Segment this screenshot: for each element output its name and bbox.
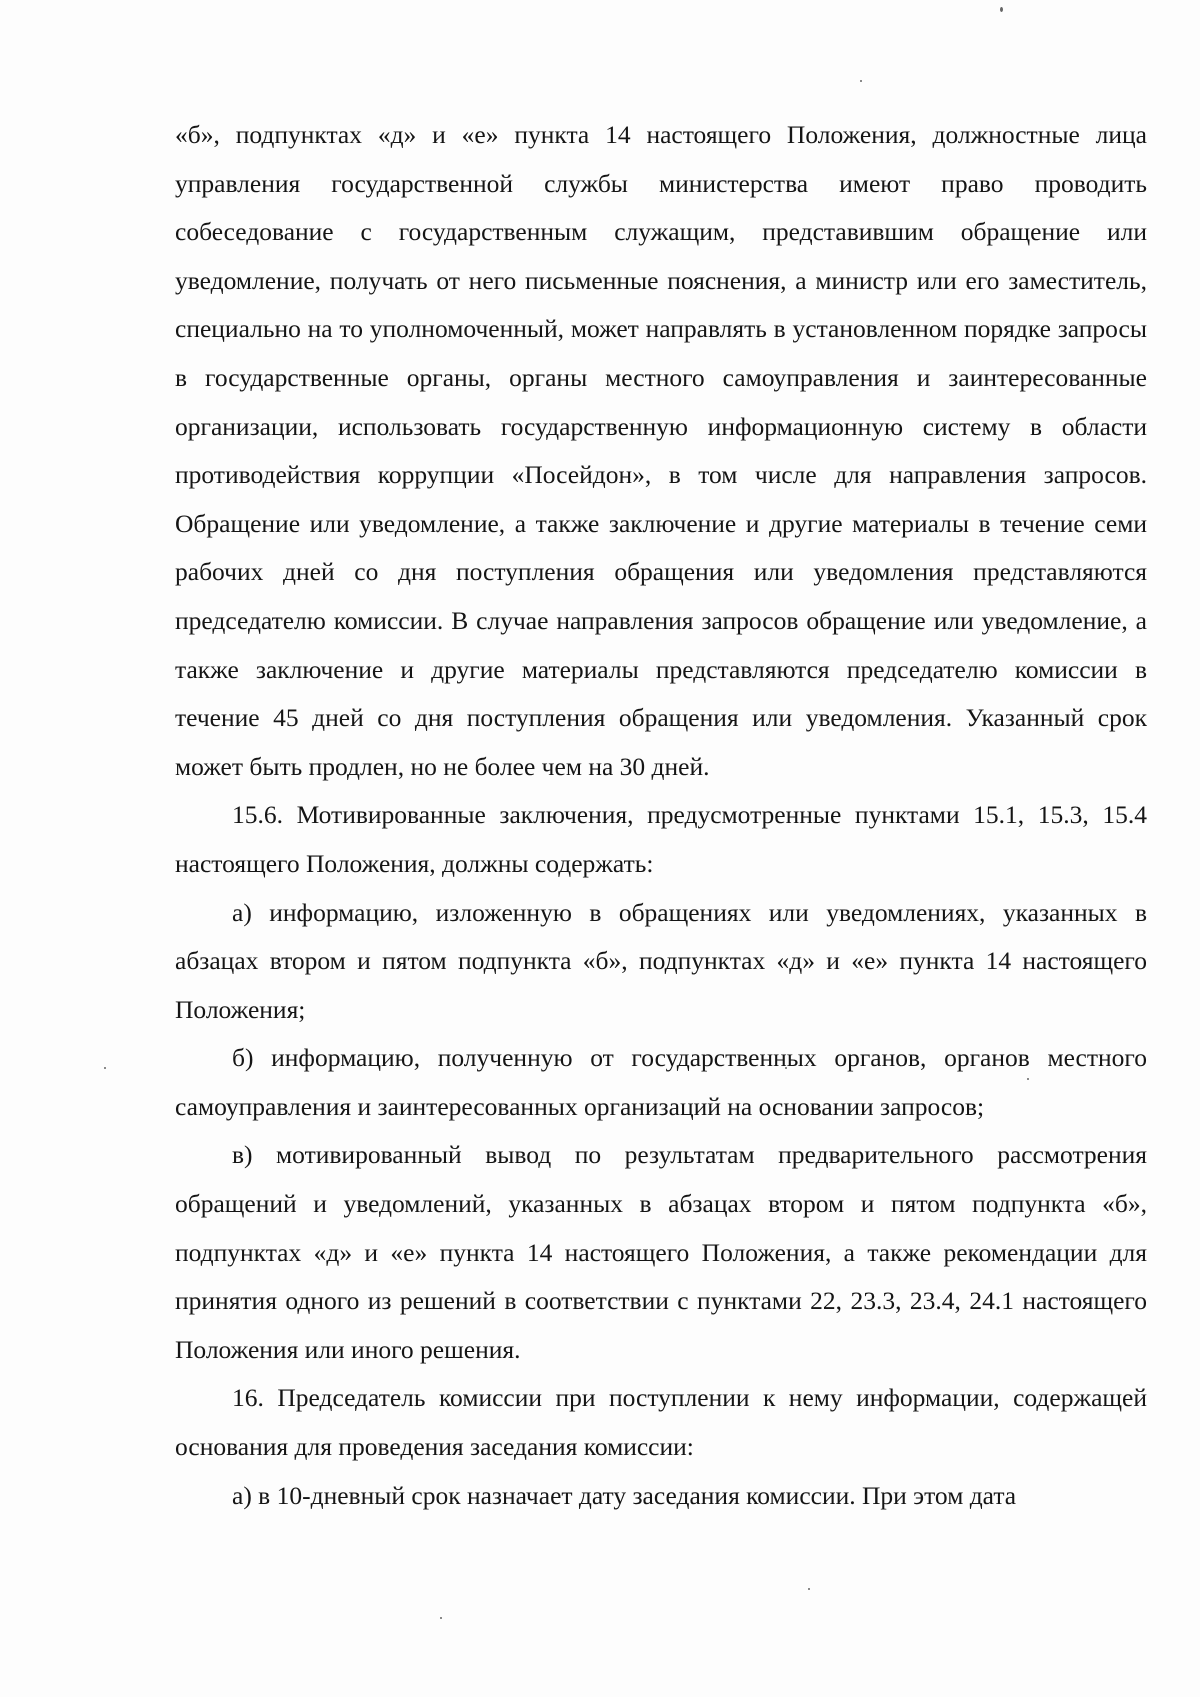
document-body (175, 111, 1147, 1520)
scan-speck (808, 1588, 810, 1590)
paragraph-16: 16. Председатель комиссии при поступлении к нему информации, содержащей основания для проведения заседания комиссии: (175, 1383, 1147, 1462)
paragraph-continuation: «б», подпунктах «д» и «е» пункта 14 настоящего Положения, должностные лица управления государственной службы министерства имеют право проводить собеседование с государственным служащим, представившим обращение или уведомление, получать от него письменные пояснения, а министр или его заместитель, специально на то уполномоченный, может направлять в установленном порядке запросы в государственные органы, органы местного самоуправления и заинтересованные организации, использовать государственную информационную систему в области противодействия коррупции «Посейдон», в том числе для направления запросов. Обращение или уведомление, а также заключение и другие материалы в течение семи рабочих дней со дня поступления обращения или уведомления представляются председателю комиссии. В случае направления запросов обращение или уведомление, а также заключение и другие материалы представляются председателю комиссии в течение 45 дней со дня поступления обращения или уведомления. Указанный срок может быть продлен, но не более чем на 30 дней. (175, 120, 1147, 781)
scan-speck (860, 80, 862, 82)
paragraph-15-6-b: б) информацию, полученную от государственных органов, органов местного самоуправления и заинтересованных организаций на основании запросов; (175, 1043, 1147, 1121)
paragraph-16-a: а) в 10-дневный срок назначает дату заседания комиссии. При этом дата (232, 1480, 1017, 1510)
paragraph-15-6-v: в) мотивированный вывод по результатам предварительного рассмотрения обращений и уведомлений, указанных в абзацах втором и пятом подпункта «б», подпунктах «д» и «е» пункта 14 настоящего Положения, а также рекомендации для принятия одного из решений в соответствии с пунктами 22, 23.3, 23.4, 24.1 настоящего Положения или иного решения. (175, 1140, 1147, 1364)
scan-speck (1000, 7, 1003, 12)
scan-speck (104, 1067, 106, 1069)
paragraph-15-6: 15.6. Мотивированные заключения, предусмотренные пунктами 15.1, 15.3, 15.4 настоящего Положения, должны содержать: (175, 800, 1147, 878)
scan-speck (440, 1617, 442, 1619)
paragraph-15-6-a: а) информацию, изложенную в обращениях или уведомлениях, указанных в абзацах втором и пятом подпункта «б», подпунктах «д» и «е» пункта 14 настоящего Положения; (175, 897, 1147, 1024)
